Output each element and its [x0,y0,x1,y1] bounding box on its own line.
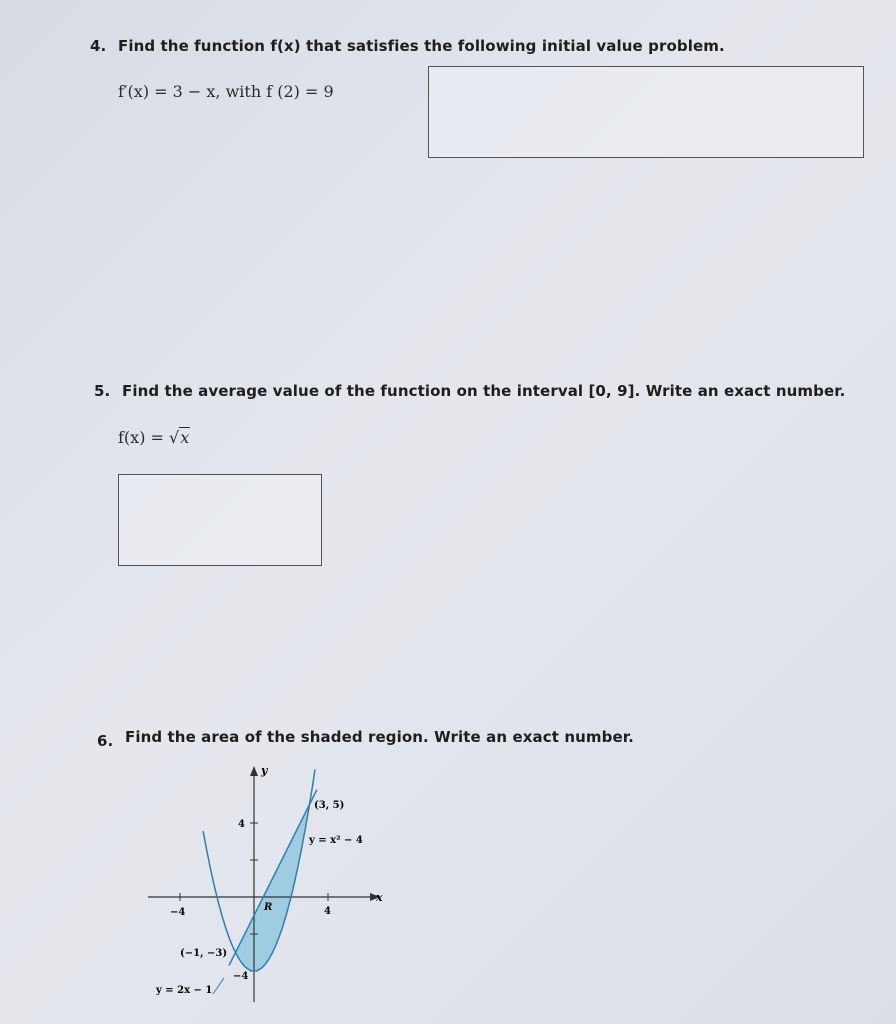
q5-equation-lhs: f(x) = √ [118,428,180,447]
tick-label-x-4: 4 [324,906,331,917]
point-label-bottom: (−1, −3) [180,948,228,959]
tick-label-y-neg4: −4 [233,971,249,982]
q4-prompt: Find the function f(x) that satisfies the following initial value problem. [118,37,725,55]
parabola-label: y = x² − 4 [309,835,363,846]
shaded-region [236,805,310,972]
q4-equation: f′(x) = 3 − x, with f (2) = 9 [118,82,334,101]
tick-label-x-neg4: −4 [170,907,186,918]
q5-number: 5. [94,382,111,400]
x-axis-label: x [376,891,383,904]
region-label: R [264,902,273,913]
q5-equation-radicand: x [180,428,190,447]
y-axis-arrow-icon [250,766,258,776]
line-label-leader [213,978,224,994]
y-axis-label: y [261,764,268,777]
q5-prompt: Find the average value of the function on the interval [0, 9]. Write an exact number. [122,382,846,400]
q4-number: 4. [90,37,107,55]
point-label-top: (3, 5) [314,800,345,811]
tick-label-y-4: 4 [238,819,245,830]
q6-prompt: Find the area of the shaded region. Write an exact number. [125,728,634,746]
q6-number: 6. [97,732,114,750]
line-label: y = 2x − 1 [156,985,213,996]
